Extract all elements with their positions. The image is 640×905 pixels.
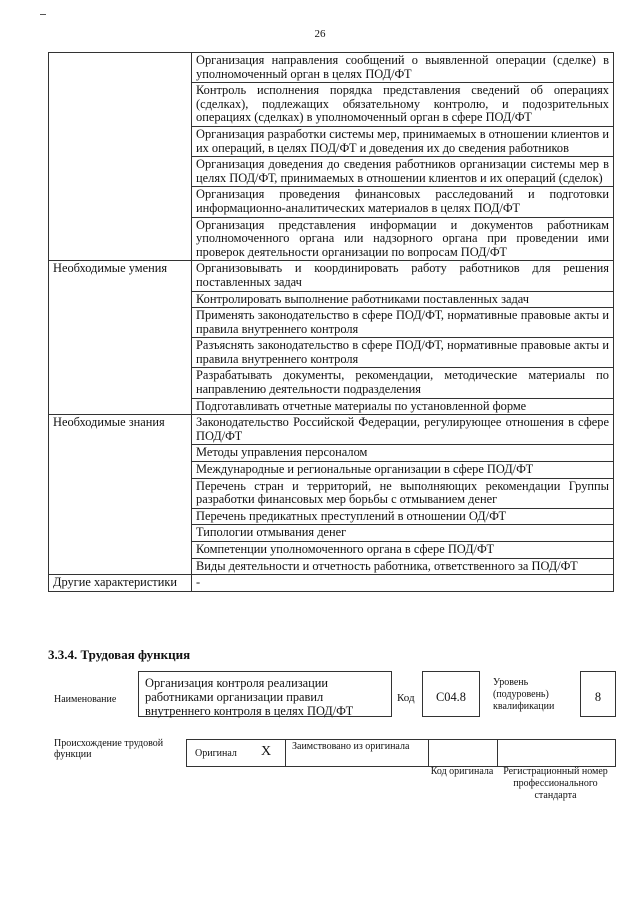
reg-number-caption: Регистрационный номер профессионального стандарта [503,766,608,801]
level-label: Уровень (подуровень) квалификации [493,677,555,712]
code-label: Код [397,692,415,704]
row-item: Перечень стран и территорий, не выполняющих рекомендации Группы разработки финансовых мер борьбы с отмыванием денег [192,478,614,508]
row-item: Контролировать выполнение работниками поставленных задач [192,291,614,308]
row-item: Виды деятельности и отчетность работника, ответственного за ПОД/ФТ [192,558,614,575]
level-value: 8 [594,690,602,704]
row-item: - [192,575,614,592]
row-item: Перечень предикатных преступлений в отношении ОД/ФТ [192,508,614,525]
row-item: Подготавливать отчетные материалы по установленной форме [192,398,614,415]
row-item: Законодательство Российской Федерации, регулирующее отношения в сфере ПОД/ФТ [192,415,614,445]
row-item: Компетенции уполномоченного органа в сфере ПОД/ФТ [192,542,614,559]
row-item: Применять законодательство в сфере ПОД/ФТ, нормативные правовые акты и правила внутреннего контроля [192,308,614,338]
function-name-box [138,671,392,717]
table-row [49,53,614,83]
row-item: Международные и региональные организации в сфере ПОД/ФТ [192,462,614,479]
row-item: Организация доведения до сведения работников организации системы мер в целях ПОД/ФТ, принимаемых в отношении клиентов и их операций (сделок) [192,157,614,187]
row-group-label: Другие характеристики [49,575,192,592]
row-item: Организовывать и координировать работу работников для решения поставленных задач [192,261,614,291]
function-name-value: Организация контроля реализации работниками организации правил внутреннего контроля в целях ПОД/ФТ [145,676,354,718]
row-item: Организация представления информации и документов работникам уполномоченного органа или надзорного органа при проведении ими проверок деятельности организации по вопросам ПОД/ФТ [192,217,614,261]
borrowed-cell [285,739,429,767]
competency-table [48,52,614,592]
row-item: Организация направления сообщений о выявленной операции (сделке) в уполномоченный орган в целях ПОД/ФТ [192,53,614,83]
name-label: Наименование [54,694,117,705]
original-code-cell [428,739,498,767]
original-code-caption: Код оригинала [430,766,494,777]
row-item: Контроль исполнения порядка представления сведений об операциях (сделках), подлежащих обязательному контролю, и подозрительных операциях (сделках) в уполномоченный орган в сфере ПОД/ФТ [192,83,614,127]
row-group-label: Необходимые умения [49,261,192,415]
corner-mark [40,14,46,15]
row-item: Типологии отмывания денег [192,525,614,542]
row-item: Разъяснять законодательство в сфере ПОД/ФТ, нормативные правовые акты и правила внутреннего контроля [192,338,614,368]
row-group-label [49,53,192,261]
original-label: Оригинал [195,748,237,759]
code-box [422,671,480,717]
borrowed-label: Заимствовано из оригинала [292,741,410,752]
original-cell [186,739,286,767]
page-number: 26 [314,28,326,40]
level-box [580,671,616,717]
row-item: Организация разработки системы мер, принимаемых в отношении клиентов и их операций, в целях ПОД/ФТ и доведения их до сведения работников [192,126,614,156]
row-item: Организация проведения финансовых расследований и подготовки информационно-аналитических материалов в целях ПОД/ФТ [192,187,614,217]
row-group-label: Необходимые знания [49,415,192,575]
table-row [49,415,614,445]
original-mark: X [261,744,272,759]
code-value: C04.8 [436,690,466,704]
table-row [49,575,614,592]
row-item: Методы управления персоналом [192,445,614,462]
section-heading: 3.3.4. Трудовая функция [48,647,191,662]
origin-label: Происхождение трудовой функции [54,738,164,760]
row-item: Разрабатывать документы, рекомендации, методические материалы по направлению деятельности подразделения [192,368,614,398]
table-row [49,261,614,291]
reg-number-cell [497,739,616,767]
